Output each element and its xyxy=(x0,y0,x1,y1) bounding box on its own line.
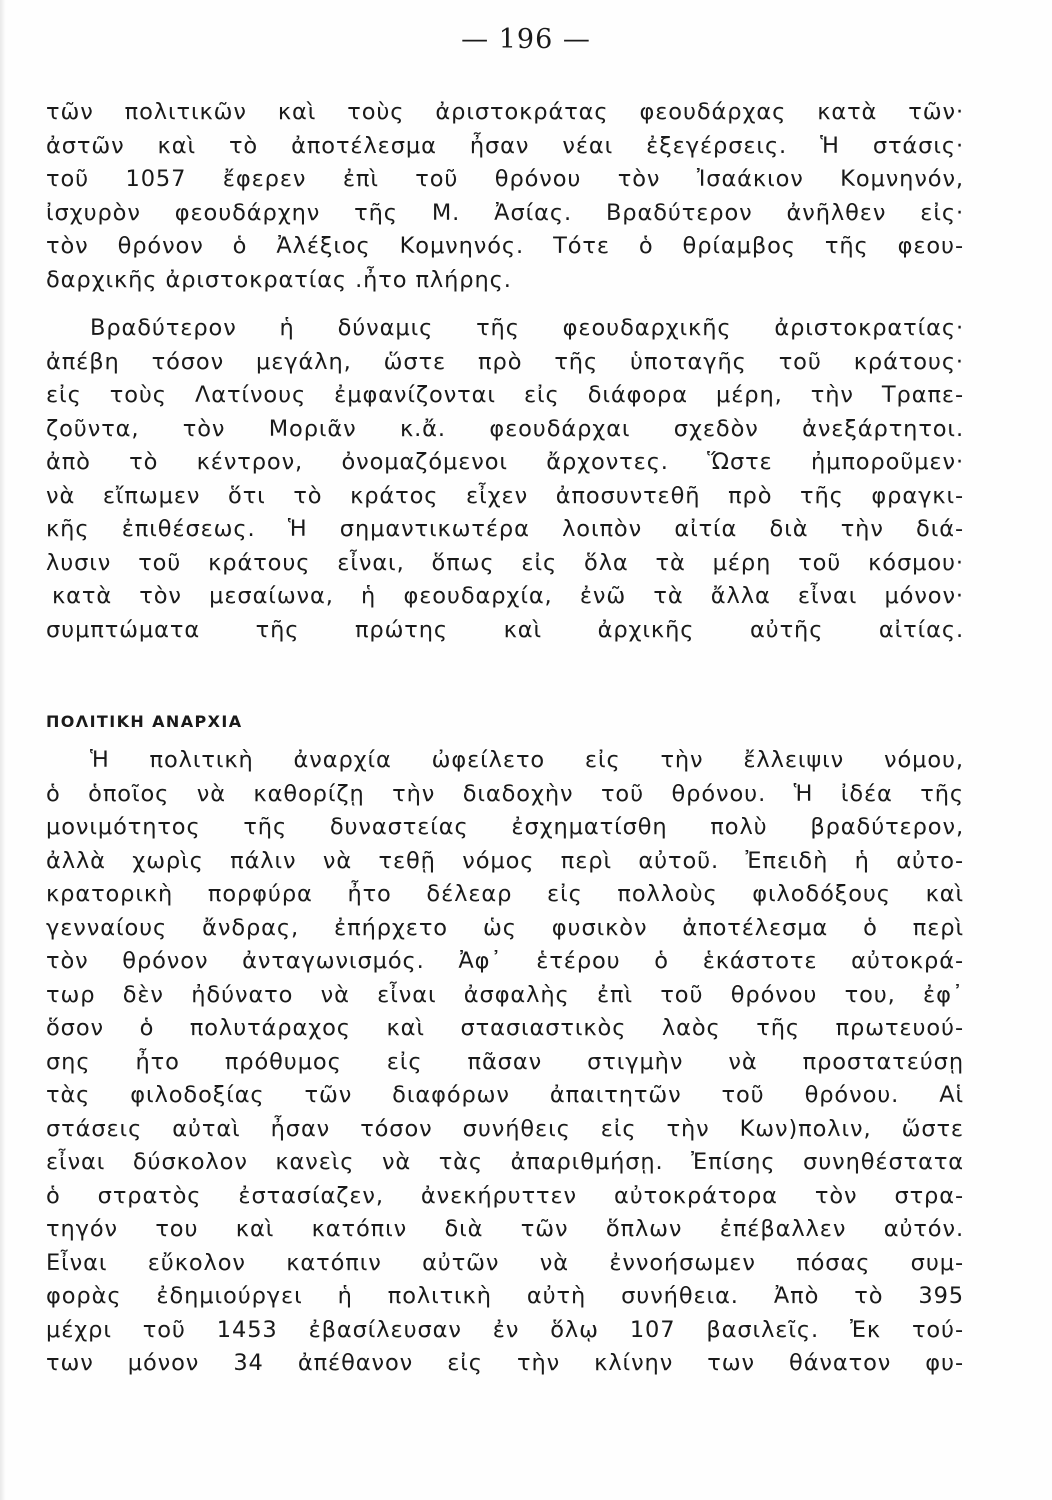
text-line: εἶναι δύσκολον κανεὶς νὰ τὰς ἀπαριθμήσῃ. Ἐπίσης συνηθέστατα xyxy=(46,1149,964,1175)
text-line: ὁ στρατὸς ἐστασίαζεν, ἀνεκήρυττεν αὐτοκράτορα τὸν στρα- xyxy=(46,1182,964,1209)
text-line: ἀστῶν καὶ τὸ ἀποτέλεσμα ἦσαν νέαι ἐξεγέρσεις. Ἡ στάσις· xyxy=(46,132,964,159)
text-line: κρατορικὴ πορφύρα ἦτο δέλεαρ εἰς πολλοὺς φιλοδόξους καὶ xyxy=(46,881,964,907)
text-line: κατὰ τὸν μεσαίωνα, ἡ φεουδαρχία, ἐνῶ τὰ ἄλλα εἶναι μόνον· xyxy=(52,583,964,609)
text-line: μέχρι τοῦ 1453 ἐβασίλευσαν ἐν ὅλῳ 107 βασιλεῖς. Ἐκ τού- xyxy=(46,1316,964,1343)
text-line: ἀπέβη τόσον μεγάλη, ὥστε πρὸ τῆς ὑποταγῆς τοῦ κράτους· xyxy=(46,348,964,375)
text-line: νὰ εἴπωμεν ὅτι τὸ κράτος εἶχεν ἀποσυντεθῆ πρὸ τῆς φραγκι- xyxy=(46,482,964,509)
text-line: στάσεις αὐταὶ ἦσαν τόσον συνήθεις εἰς τὴν Κων)πολιν, ὥστε xyxy=(46,1115,964,1142)
paragraph-3 xyxy=(46,744,964,1381)
text-line: λυσιν τοῦ κράτους εἶναι, ὅπως εἰς ὅλα τὰ μέρη τοῦ κόσμου· xyxy=(46,549,964,576)
section-heading: ΠΟΛΙΤΙΚΗ ΑΝΑΡΧΙΑ xyxy=(46,712,243,731)
text-line: ἀπὸ τὸ κέντρον, ὀνομαζόμενοι ἄρχοντες. Ὥστε ἠμποροῦμεν· xyxy=(46,449,964,475)
text-line: σης ἦτο πρόθυμος εἰς πᾶσαν στιγμὴν νὰ προστατεύσῃ xyxy=(46,1048,964,1075)
paragraph-2 xyxy=(46,312,964,647)
text-line: ὁ ὁποῖος νὰ καθορίζῃ τὴν διαδοχὴν τοῦ θρόνου. Ἡ ἰδέα τῆς xyxy=(46,780,964,807)
text-line: τωρ δὲν ἠδύνατο νὰ εἶναι ἀσφαλὴς ἐπὶ τοῦ θρόνου του, ἐφ᾿ xyxy=(46,981,964,1008)
text-line: ἀλλὰ χωρὶς πάλιν νὰ τεθῇ νόμος περὶ αὐτοῦ. Ἐπειδὴ ἡ αὐτο- xyxy=(46,847,964,874)
text-line: συμπτώματα τῆς πρώτης καὶ ἀρχικῆς αὐτῆς αἰτίας. xyxy=(46,616,964,643)
page-number: — 196 — xyxy=(461,24,591,55)
text-line: γενναίους ἄνδρας, ἐπήρχετο ὡς φυσικὸν ἀποτέλεσμα ὁ περὶ xyxy=(46,914,964,941)
text-line: των μόνον 34 ἀπέθανον εἰς τὴν κλίνην των θάνατον φυ- xyxy=(46,1350,964,1376)
text-line: τηγόν του καὶ κατόπιν διὰ τῶν ὅπλων ἐπέβαλλεν αὐτόν. xyxy=(46,1216,964,1242)
text-line: μονιμότητος τῆς δυναστείας ἐσχηματίσθη πολὺ βραδύτερον, xyxy=(46,814,964,840)
text-line: τοῦ 1057 ἔφερεν ἐπὶ τοῦ θρόνου τὸν Ἰσαάκιον Κομνηνόν, xyxy=(46,166,964,192)
page-gutter-shadow xyxy=(0,0,6,1500)
text-line: φορὰς ἐδημιούργει ἡ πολιτικὴ αὐτὴ συνήθεια. Ἀπὸ τὸ 395 xyxy=(46,1283,964,1309)
text-line: τὸν θρόνον ἀνταγωνισμός. Ἀφ᾿ ἑτέρου ὁ ἑκάστοτε αὐτοκρά- xyxy=(46,948,964,974)
text-line: κῆς ἐπιθέσεως. Ἡ σημαντικωτέρα λοιπὸν αἰτία διὰ τὴν διά- xyxy=(46,516,964,542)
text-line: ζοῦντα, τὸν Μοριᾶν κ.ἄ. φεουδάρχαι σχεδὸν ἀνεξάρτητοι. xyxy=(46,415,964,442)
text-line: Εἶναι εὔκολον κατόπιν αὐτῶν νὰ ἐννοήσωμεν πόσας συμ- xyxy=(46,1249,964,1276)
paragraph-1 xyxy=(46,96,964,297)
text-line: δαρχικῆς ἀριστοκρατίας .ἦτο πλήρης. xyxy=(46,266,512,293)
text-line: τὰς φιλοδοξίας τῶν διαφόρων ἀπαιτητῶν τοῦ θρόνου. Αἱ xyxy=(46,1082,964,1108)
text-line: Ἡ πολιτικὴ ἀναρχία ὠφείλετο εἰς τὴν ἔλλειψιν νόμου, xyxy=(90,747,964,773)
text-line: Βραδύτερον ἡ δύναμις τῆς φεουδαρχικῆς ἀριστοκρατίας· xyxy=(90,315,964,341)
text-line: ὅσον ὁ πολυτάραχος καὶ στασιαστικὸς λαὸς τῆς πρωτευού- xyxy=(46,1015,964,1041)
text-line: ἰσχυρὸν φεουδάρχην τῆς Μ. Ἀσίας. Βραδύτερον ἀνῆλθεν εἰς· xyxy=(46,199,964,226)
text-line: τῶν πολιτικῶν καὶ τοὺς ἀριστοκράτας φεουδάρχας κατὰ τῶν· xyxy=(46,99,964,125)
text-line: τὸν θρόνον ὁ Ἀλέξιος Κομνηνός. Τότε ὁ θρίαμβος τῆς φεου- xyxy=(46,233,964,259)
text-line: εἰς τοὺς Λατίνους ἐμφανίζονται εἰς διάφορα μέρη, τὴν Τραπε- xyxy=(46,382,964,408)
